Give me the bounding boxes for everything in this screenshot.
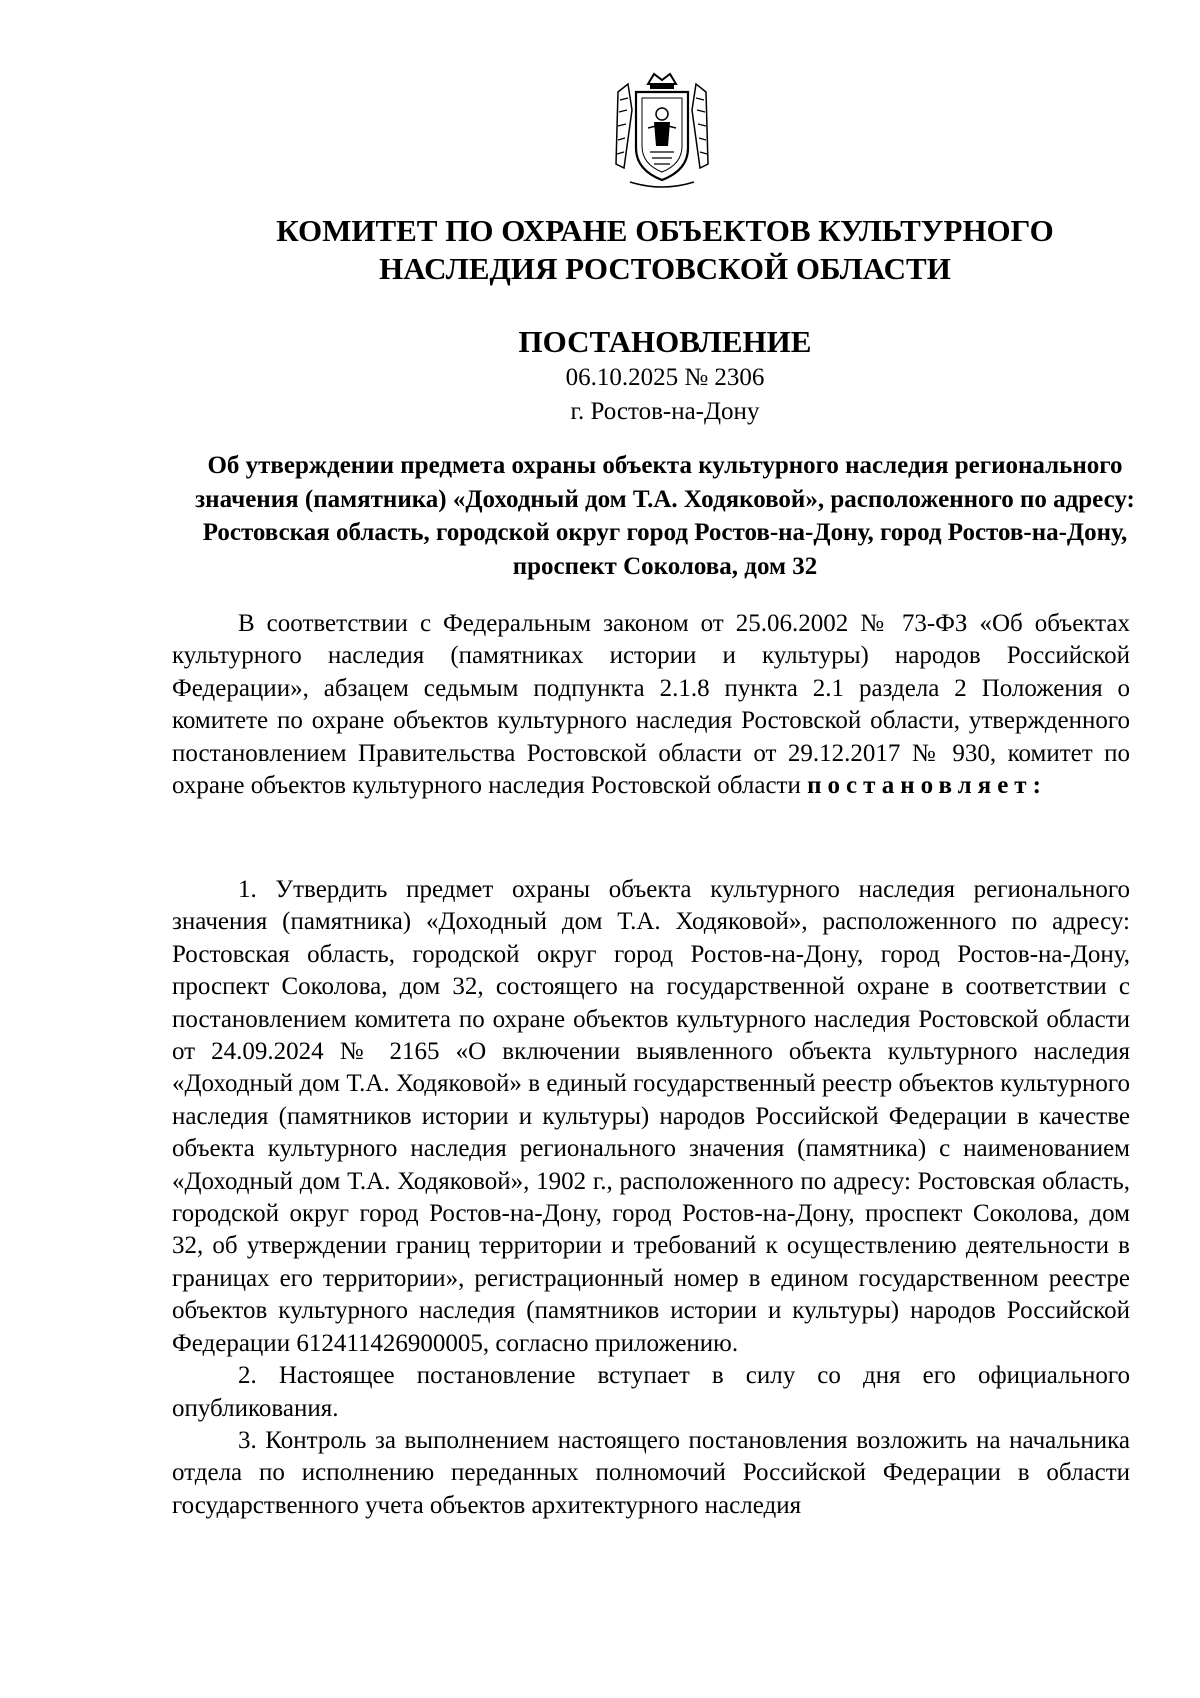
document-city: г. Ростов-на-Дону (570, 398, 760, 425)
org-line-1: КОМИТЕТ ПО ОХРАНЕ ОБЪЕКТОВ КУЛЬТУРНОГО (276, 213, 1054, 248)
resolution-item-2: 2. Настоящее постановление вступает в силу со дня его официального опубликования. (172, 1362, 1130, 1422)
resolution-item-1: 1. Утвердить предмет охраны объекта культурного наследия регионального значения (памятника) «Доходный дом Т.А. Ходяковой», расположенного по адресу: Ростовская область, городской округ город Ростов-на-Дону, город Ростов-на-Дону, проспект Соколова, дом 32, состоящего на государственной охране в соответствии с постановлением комитета по охране объектов культурного наследия Ростовской области от 24.09.2024 № 2165 «О включении выявленного объекта культурного наследия «Доходный дом Т.А. Ходяковой» в единый государственный реестр объектов культурного наследия (памятников истории и культуры) народов Российской Федерации в качестве объекта культурного наследия регионального значения (памятника) с наименованием «Доходный дом Т.А. Ходяковой», 1902 г., расположенного по адресу: Ростовская область, городской округ город Ростов-на-Дону, город Ростов-на-Дону, проспект Соколова, дом 32, об утверждении границ территории и требований к осуществлению деятельности в границах его территории», регистрационный номер в едином государственном реестре объектов культурного наследия (памятников истории и культуры) народов Российской Федерации 612411426900005, согласно приложению. (172, 876, 1130, 1357)
organization-name (170, 212, 1160, 288)
coat-of-arms-icon (610, 70, 714, 190)
resolution-item-3: 3. Контроль за выполнением настоящего постановления возложить на начальника отдела по исполнению переданных полномочий Российской Федерации в области государственного учета объектов архитектурного наследия (172, 1426, 1130, 1519)
decree-word: постановляет: (807, 772, 1047, 800)
preamble-text: В соответствии с Федеральным законом от 25.06.2002 № 73-ФЗ «Об объектах культурного наследия (памятниках истории и культуры) народов Российской Федерации», абзацем седьмым подпункта 2.1.8 пункта 2.1 раздела 2 Положения о комитете по охране объектов культурного наследия Ростовской области, утвержденного постановлением Правительства Ростовской области от 29.12.2017 № 930, комитет по охране объектов культурного наследия Ростовской области (172, 610, 1130, 800)
resolution-items (172, 874, 1130, 1522)
document-type: ПОСТАНОВЛЕНИЕ (518, 324, 812, 359)
preamble-paragraph (172, 608, 1130, 802)
org-line-2: НАСЛЕДИЯ РОСТОВСКОЙ ОБЛАСТИ (379, 251, 951, 286)
document-date-number: 06.10.2025 № 2306 (565, 364, 765, 391)
document-title: Об утверждении предмета охраны объекта культурного наследия регионального значения (памятника) «Доходный дом Т.А. Ходяковой», расположенного по адресу: Ростовская область, городской округ город Ростов-на-Дону, город Ростов-на-Дону, проспект Соколова, дом 32 (195, 452, 1135, 580)
preamble (172, 608, 1130, 802)
